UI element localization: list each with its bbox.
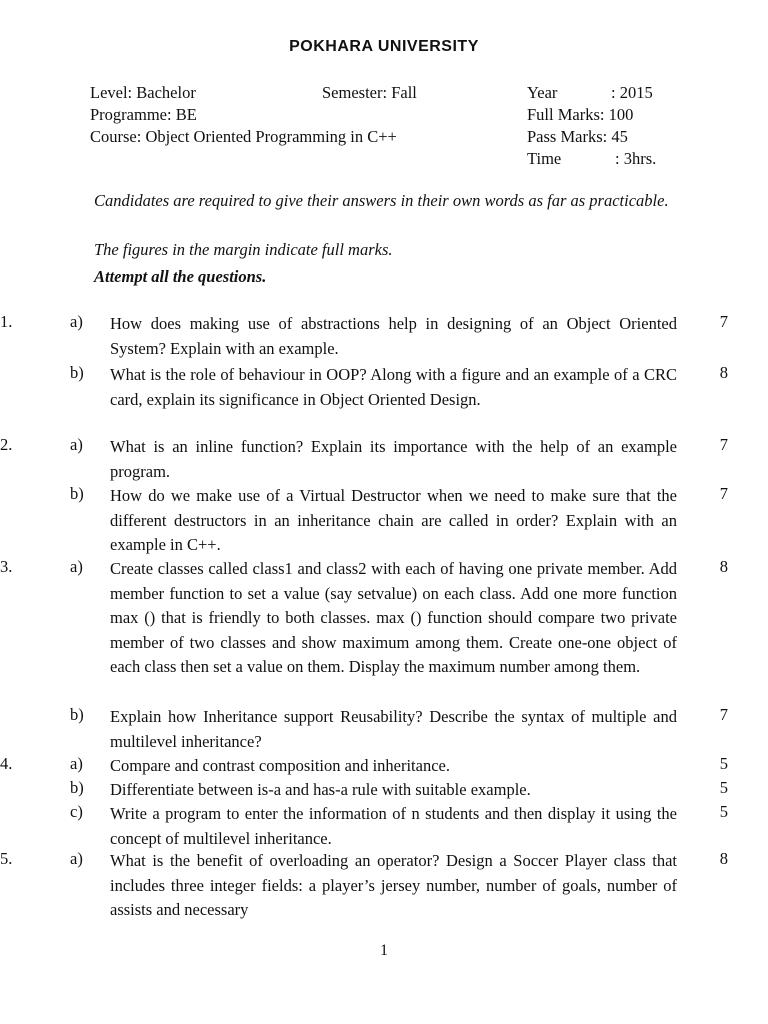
question-marks: 5	[719, 802, 728, 821]
question-part: b)	[70, 484, 84, 503]
question-number: 3.	[0, 557, 13, 576]
question-text: Write a program to enter the information of n students and then display it using the concept of multilevel inheritance.	[110, 804, 677, 848]
question-part: b)	[70, 778, 84, 797]
instruction-marks: The figures in the margin indicate full marks.	[94, 240, 393, 259]
question-marks: 7	[719, 435, 728, 454]
year-field	[527, 82, 653, 104]
question-part: b)	[70, 363, 84, 382]
question-marks: 7	[719, 312, 728, 331]
question-text: What is an inline function? Explain its importance with the help of an example program.	[110, 437, 677, 481]
year-value: : 2015	[611, 83, 653, 102]
question-number: 4.	[0, 754, 13, 773]
question-text: What is the role of behaviour in OOP? Along with a figure and an example of a CRC card, explain its significance in Object Oriented Design.	[110, 365, 677, 409]
question-marks: 8	[719, 849, 728, 868]
question-text: Explain how Inheritance support Reusability? Describe the syntax of multiple and multilevel inheritance?	[110, 707, 677, 751]
level-field: Level: Bachelor	[90, 83, 196, 102]
time-field	[527, 148, 656, 170]
question-marks: 5	[719, 778, 728, 797]
pass-marks-field: Pass Marks: 45	[527, 127, 628, 146]
question-marks: 7	[719, 705, 728, 724]
question-part: a)	[70, 312, 83, 331]
question-text: Create classes called class1 and class2 with each of having one private member. Add member function to set a value (say setvalue) on each class. Add one more function max () that is friendly to both classes. max () function should compare two private member of two classes and show maximum among them. Create one-one object of each class then set a value on them. Display the maximum number among them.	[110, 559, 677, 676]
question-number: 1.	[0, 312, 13, 331]
question-part: c)	[70, 802, 83, 821]
question-text: How do we make use of a Virtual Destructor when we need to make sure that the different destructors in an inheritance chain are called in order? Explain with an example in C++.	[110, 486, 677, 554]
question-text: Compare and contrast composition and inheritance.	[110, 756, 450, 775]
time-label: Time	[527, 149, 562, 168]
programme-field: Programme: BE	[90, 105, 197, 124]
instruction-attempt-all: Attempt all the questions.	[94, 267, 267, 286]
question-marks: 8	[719, 557, 728, 576]
course-field: Course: Object Oriented Programming in C++	[90, 127, 397, 146]
question-marks: 5	[719, 754, 728, 773]
question-text: Differentiate between is-a and has-a rule with suitable example.	[110, 780, 531, 799]
question-part: a)	[70, 557, 83, 576]
semester-field: Semester: Fall	[322, 83, 417, 102]
question-part: b)	[70, 705, 84, 724]
university-title: POKHARA UNIVERSITY	[289, 38, 479, 55]
page-number: 1	[380, 942, 388, 959]
full-marks-field: Full Marks: 100	[527, 105, 634, 124]
question-number: 5.	[0, 849, 13, 868]
question-part: a)	[70, 754, 83, 773]
year-label: Year	[527, 83, 558, 102]
question-marks: 7	[719, 484, 728, 503]
question-number: 2.	[0, 435, 13, 454]
instruction-own-words: Candidates are required to give their answers in their own words as far as practicable.	[94, 191, 669, 210]
time-value: : 3hrs.	[615, 149, 657, 168]
question-part: a)	[70, 435, 83, 454]
question-marks: 8	[719, 363, 728, 382]
question-text: How does making use of abstractions help in designing of an Object Oriented System? Explain with an example.	[110, 314, 677, 358]
question-part: a)	[70, 849, 83, 868]
question-text: What is the benefit of overloading an operator? Design a Soccer Player class that includes three integer fields: a player’s jersey number, number of goals, number of assists and necessary	[110, 851, 677, 919]
